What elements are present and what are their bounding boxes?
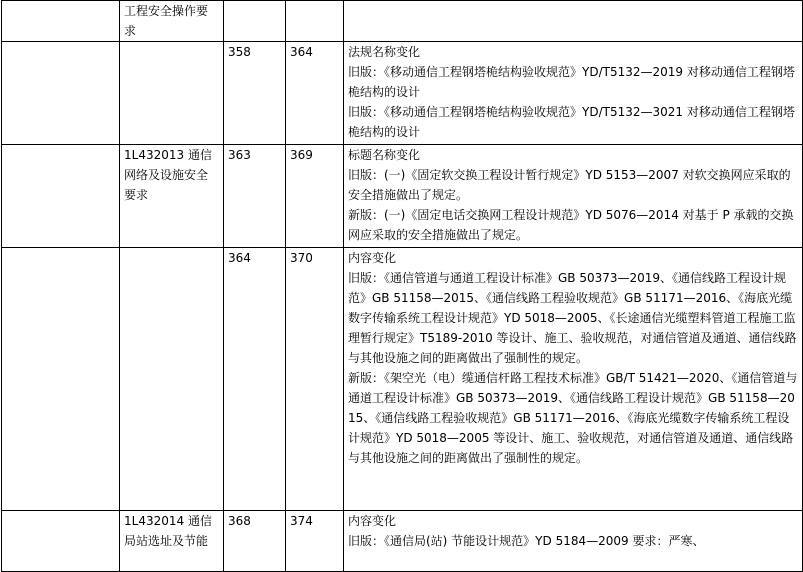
content-cell xyxy=(344,1,803,42)
table-row xyxy=(2,1,803,42)
section-cell xyxy=(2,248,120,511)
new-page-cell xyxy=(286,1,344,42)
section-cell xyxy=(2,511,120,572)
old-version-text: 旧版：(一)《固定软交换工程设计暂行规定》YD 5153—2007 对软交换网应采取的安全措施做出了规定。 xyxy=(348,168,791,202)
old-version-text: 旧版：《通信管道与通道工程设计标准》GB 50373—2019、《通信线路工程设计规范》GB 51158—2015、《通信线路工程验收规范》GB 51171—2016、《海底光缆数字传输系统工程设计规范》YD 5018—2005、《长途通信光缆塑料管道工程施工监理暂行规定》T5189-2010 等设计、施工、验收规范，对通信管道及通道、通信线路与其他设施之间的距离做出了强制性的规定。 xyxy=(348,271,797,365)
title-cell xyxy=(120,248,224,511)
old-page-cell: 363 xyxy=(224,145,286,248)
table-row xyxy=(2,145,803,248)
table-row xyxy=(2,248,803,511)
table-body xyxy=(2,1,803,572)
section-cell xyxy=(2,42,120,145)
new-page-cell: 374 xyxy=(286,511,344,572)
new-page-cell: 370 xyxy=(286,248,344,511)
new-version-text: 新版：《架空光（电）缆通信杆路工程技术标准》GB/T 51421—2020、《通信管道与通道工程设计标准》GB 50373—2019、《通信线路工程设计规范》GB 51158—2015、《通信线路工程验收规范》GB 51171—2016、《海底光缆数字传输系统工程设计规范》YD 5018—2005 等设计、施工、验收规范，对通信管道及通道、通信线路与其他设施之间的距离做出了强制性的规定。 xyxy=(348,371,798,465)
new-page-cell: 364 xyxy=(286,42,344,145)
new-version-text: 新版：(一)《固定电话交换网工程设计规范》YD 5076—2014 对基于 P 承载的交换网应采取的安全措施做出了规定。 xyxy=(348,208,794,242)
content-cell xyxy=(344,42,803,145)
content-cell xyxy=(344,248,803,511)
comparison-table xyxy=(1,0,803,572)
old-page-cell xyxy=(224,1,286,42)
new-page-cell: 369 xyxy=(286,145,344,248)
title-cell: 1L432014 通信局站选址及节能 xyxy=(120,511,224,572)
section-cell xyxy=(2,145,120,248)
change-type-label: 内容变化 xyxy=(348,514,397,528)
old-version-text: 旧版：《移动通信工程钢塔桅结构验收规范》YD/T5132—2019 对移动通信工程钢塔桅结构的设计 xyxy=(348,65,795,99)
table-row xyxy=(2,511,803,572)
section-cell xyxy=(2,1,120,42)
old-version-text: 旧版：《通信局(站) 节能设计规范》YD 5184—2009 要求：严寒、 xyxy=(348,534,705,548)
old-page-cell: 358 xyxy=(224,42,286,145)
new-version-text: 旧版：《移动通信工程钢塔桅结构验收规范》YD/T5132—3021 对移动通信工程钢塔桅结构的设计 xyxy=(348,105,795,139)
title-cell: 1L432013 通信网络及设施安全要求 xyxy=(120,145,224,248)
old-page-cell: 368 xyxy=(224,511,286,572)
old-page-cell: 364 xyxy=(224,248,286,511)
change-type-label: 法规名称变化 xyxy=(348,45,421,59)
change-type-label: 标题名称变化 xyxy=(348,148,421,162)
change-type-label: 内容变化 xyxy=(348,251,397,265)
table-row xyxy=(2,42,803,145)
title-cell: 工程安全操作要求 xyxy=(120,1,224,42)
title-cell xyxy=(120,42,224,145)
content-cell xyxy=(344,511,803,572)
content-cell xyxy=(344,145,803,248)
